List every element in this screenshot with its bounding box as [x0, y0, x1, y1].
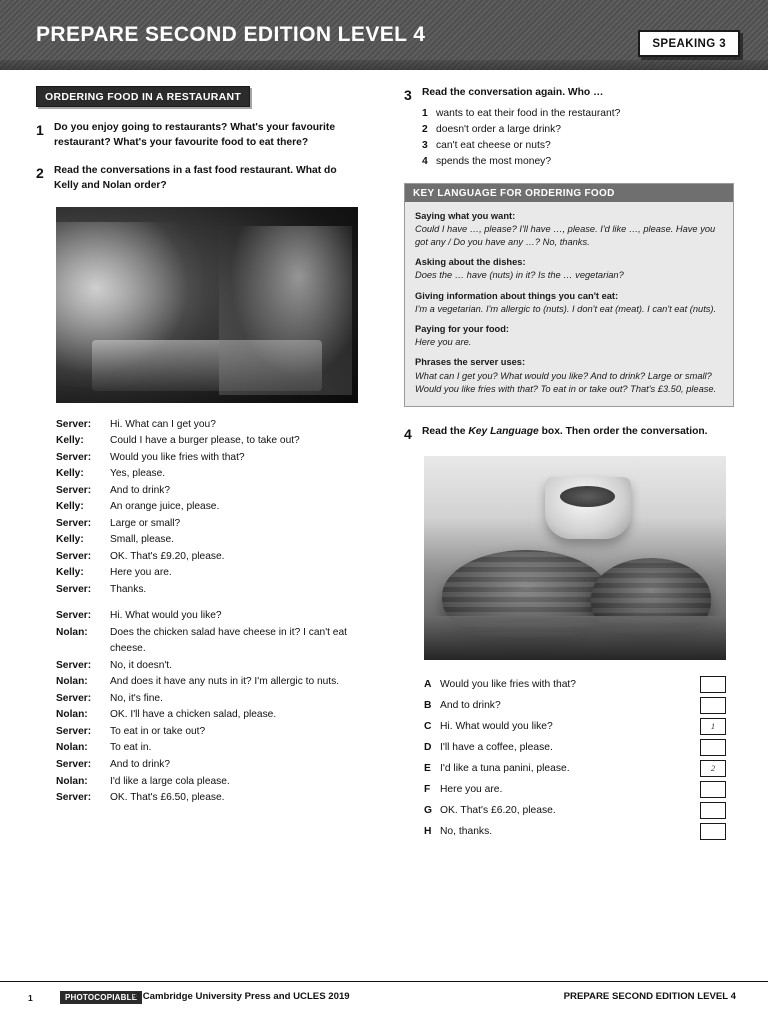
ordering-task-text: Here you are.	[440, 784, 503, 796]
sandwich-photo-cup	[545, 477, 631, 539]
exercise-3-item	[422, 106, 734, 122]
key-language-item-label: Saying what you want:	[415, 210, 516, 221]
dialogue-line	[56, 582, 356, 599]
restaurant-photo	[56, 207, 358, 403]
dialogue-line	[56, 433, 356, 450]
ordering-task-text: No, thanks.	[440, 826, 493, 838]
ordering-task-list	[424, 674, 726, 842]
dialogue-line	[56, 658, 356, 675]
exercise-4-text-after: box. Then order the conversation.	[538, 425, 708, 437]
dialogue-gap	[56, 598, 356, 608]
ordering-task-row	[424, 758, 726, 779]
ordering-task-letter: G	[424, 805, 433, 817]
dialogue-speaker: Nolan:	[56, 742, 88, 754]
dialogue-text: To eat in or take out?	[110, 725, 206, 737]
sandwich-photo-board	[424, 616, 726, 661]
sandwich-photo	[424, 456, 726, 660]
dialogue-line	[56, 466, 356, 483]
dialogue-text: Could I have a burger please, to take out?	[110, 435, 300, 447]
dialogue-speaker: Kelly:	[56, 567, 84, 579]
dialogue-text: No, it doesn't.	[110, 659, 172, 671]
key-language-item	[415, 356, 723, 396]
exercise-1-text: Do you enjoy going to restaurants? What's your favourite restaurant? What's your favourite food to eat there?	[54, 122, 336, 148]
dialogue-speaker: Kelly:	[56, 435, 84, 447]
dialogue-speaker: Server:	[56, 610, 92, 622]
exercise-3-item-number: 3	[422, 139, 428, 151]
exercise-3-item	[422, 122, 734, 138]
dialogue-line	[56, 450, 356, 467]
exercise-4-text-italic: Key Language	[468, 425, 539, 437]
right-column	[404, 86, 734, 842]
dialogue-text: To eat in.	[110, 742, 152, 754]
dialogue-speaker: Server:	[56, 484, 92, 496]
ordering-task-letter: B	[424, 700, 432, 712]
exercise-3-item-number: 2	[422, 123, 428, 135]
exercise-2-text: Read the conversations in a fast food restaurant. What do Kelly and Nolan order?	[54, 164, 337, 191]
ordering-task-text: OK. That's £6.20, please.	[440, 805, 556, 817]
ordering-task-letter: F	[424, 784, 431, 796]
dialogue-speaker: Server:	[56, 659, 92, 671]
ordering-task-letter: A	[424, 679, 432, 691]
ordering-task-row	[424, 800, 726, 821]
exercise-3-item-text: spends the most money?	[436, 155, 552, 167]
exercise-3-question-list	[422, 106, 734, 170]
restaurant-photo-table	[92, 340, 322, 391]
key-language-body	[405, 202, 733, 406]
dialogue-speaker: Server:	[56, 759, 92, 770]
exercise-3-item-text: can't eat cheese or nuts?	[436, 139, 551, 151]
dialogue-speaker: Server:	[56, 517, 92, 529]
key-language-item	[415, 290, 723, 316]
dialogue-line	[56, 417, 356, 434]
dialogue-speaker: Nolan:	[56, 709, 88, 721]
dialogue-line	[56, 483, 356, 500]
dialogue-text: Yes, please.	[110, 468, 166, 480]
ordering-task-answer-box[interactable]	[700, 823, 726, 840]
dialogue-line	[56, 532, 356, 549]
ordering-task-answer-box[interactable]	[700, 697, 726, 714]
dialogue-text: Hi. What would you like?	[110, 610, 222, 622]
key-language-item-label: Giving information about things you can't eat:	[415, 290, 619, 301]
exercise-1	[36, 121, 358, 151]
exercise-4-number: 4	[404, 425, 412, 442]
ordering-task-row	[424, 737, 726, 758]
ordering-task-text: I'll have a coffee, please.	[440, 742, 553, 754]
ordering-task-row	[424, 674, 726, 695]
dialogue-text: And to drink?	[110, 759, 171, 770]
key-language-item-text: Here you are.	[415, 337, 472, 348]
photocopiable-badge: PHOTOCOPIABLE	[60, 991, 142, 1004]
ordering-task-text: And to drink?	[440, 700, 501, 712]
left-column	[36, 86, 358, 807]
exercise-3-item-text: doesn't order a large drink?	[436, 123, 562, 135]
dialogue-speaker: Server:	[56, 451, 92, 463]
dialogue-text: OK. That's £6.50, please.	[110, 792, 225, 804]
ordering-task-row	[424, 695, 726, 716]
page-footer	[0, 981, 768, 1024]
dialogue-line	[56, 757, 356, 774]
key-language-box	[404, 183, 734, 407]
exercise-4-text	[422, 425, 734, 443]
dialogue-line	[56, 674, 356, 691]
dialogue-text: Would you like fries with that?	[110, 451, 245, 463]
dialogue-speaker: Nolan:	[56, 626, 88, 638]
dialogue-text: Small, please.	[110, 534, 174, 546]
dialogue-line	[56, 608, 356, 625]
dialogue-speaker: Server:	[56, 583, 92, 595]
dialogue-text: OK. That's £9.20, please.	[110, 550, 225, 562]
key-language-item-text: What can I get you? What would you like? And to drink? Large or small? Would you like fries with that? To eat in or take out? That's £3.50, please.	[415, 370, 717, 394]
exercise-4	[404, 425, 734, 443]
ordering-task-answer-box[interactable]	[700, 739, 726, 756]
dialogue-line	[56, 774, 356, 791]
exercise-3-item	[422, 138, 734, 154]
ordering-task-text: I'd like a tuna panini, please.	[440, 763, 570, 775]
dialogue-speaker: Kelly:	[56, 501, 84, 513]
key-language-item-label: Paying for your food:	[415, 324, 509, 335]
dialogue-line	[56, 790, 356, 807]
dialogue-text: Hi. What can I get you?	[110, 418, 216, 430]
copyright-text: © Cambridge University Press and UCLES 2019	[133, 991, 350, 1002]
dialogue-text: I'd like a large cola please.	[110, 775, 230, 787]
ordering-task-letter: D	[424, 742, 432, 754]
ordering-task-row	[424, 716, 726, 737]
key-language-item-text: Does the … have (nuts) in it? Is the … vegetarian?	[415, 270, 624, 281]
dialogue-speaker: Server:	[56, 792, 92, 804]
dialogue-text: OK. I'll have a chicken salad, please.	[110, 709, 277, 721]
dialogue-line	[56, 565, 356, 582]
exercise-2	[36, 164, 358, 194]
page-number: 1	[28, 993, 33, 1003]
dialogue-text: No, it's fine.	[110, 692, 163, 704]
exercise-3	[404, 86, 734, 170]
dialogue-line	[56, 499, 356, 516]
dialogue-text: An orange juice, please.	[110, 501, 220, 513]
dialogue-speaker: Server:	[56, 418, 92, 430]
dialogue-line	[56, 724, 356, 741]
ordering-task-letter: H	[424, 826, 432, 838]
exercise-4-text-before: Read the	[422, 425, 469, 437]
exercise-2-number: 2	[36, 164, 44, 181]
dialogue-speaker: Server:	[56, 725, 92, 737]
section-title-tag: ORDERING FOOD IN A RESTAURANT	[36, 86, 250, 107]
ordering-task-letter: E	[424, 763, 431, 775]
ordering-task-text: Hi. What would you like?	[440, 721, 553, 733]
dialogue-line	[56, 691, 356, 708]
dialogue-speaker: Nolan:	[56, 676, 88, 688]
ordering-task-row	[424, 821, 726, 842]
key-language-item-text: I'm a vegetarian. I'm allergic to (nuts). I don't eat (meat). I can't eat (nuts).	[415, 303, 717, 314]
dialogue-text: Does the chicken salad have cheese in it? I can't eat cheese.	[110, 626, 347, 655]
dialogue-text: Here you are.	[110, 567, 172, 579]
dialogue-text: And does it have any nuts in it? I'm allergic to nuts.	[110, 676, 340, 688]
ordering-task-row	[424, 779, 726, 800]
ordering-task-answer-box[interactable]	[700, 781, 726, 798]
dialogue-speaker: Kelly:	[56, 534, 84, 546]
ordering-task-text: Would you like fries with that?	[440, 679, 577, 691]
footer-title: PREPARE SECOND EDITION LEVEL 4	[563, 991, 736, 1002]
ordering-task-answer-box[interactable]: 1	[700, 718, 726, 735]
exercise-3-item	[422, 154, 734, 170]
dialogue-line	[56, 740, 356, 757]
exercise-3-item-number: 1	[422, 107, 428, 119]
dialogue-line	[56, 516, 356, 533]
exercise-3-item-text: wants to eat their food in the restaurant?	[436, 107, 621, 119]
key-language-item-label: Phrases the server uses:	[415, 357, 526, 368]
exercise-3-number: 3	[404, 87, 412, 103]
page-title: PREPARE SECOND EDITION LEVEL 4	[36, 23, 426, 46]
key-language-item-text: Could I have …, please? I'll have …, please. I'd like …, please. Have you got any / Do you have any …? No, thanks.	[415, 223, 716, 248]
dialogue-line	[56, 625, 356, 658]
dialogue-line	[56, 549, 356, 566]
key-language-item-label: Asking about the dishes:	[415, 257, 526, 268]
dialogue-text: And to drink?	[110, 484, 171, 496]
dialogue-text: Large or small?	[110, 517, 181, 529]
dialogue-speaker: Nolan:	[56, 775, 88, 787]
dialogue-text: Thanks.	[110, 583, 147, 595]
dialogue-line	[56, 707, 356, 724]
ordering-task-answer-box[interactable]: 2	[700, 760, 726, 777]
ordering-task-answer-box[interactable]	[700, 676, 726, 693]
dialogue-kelly	[56, 417, 356, 807]
dialogue-speaker: Server:	[56, 692, 92, 704]
speaking-badge: SPEAKING 3	[638, 30, 740, 57]
key-language-item	[415, 210, 723, 250]
exercise-1-number: 1	[36, 122, 44, 138]
ordering-task-answer-box[interactable]	[700, 802, 726, 819]
key-language-item	[415, 256, 723, 282]
key-language-item	[415, 323, 723, 349]
exercise-3-text: Read the conversation again. Who …	[422, 87, 604, 98]
dialogue-speaker: Server:	[56, 550, 92, 562]
ordering-task-letter: C	[424, 721, 432, 733]
key-language-title: KEY LANGUAGE FOR ORDERING FOOD	[405, 184, 733, 202]
dialogue-speaker: Kelly:	[56, 468, 84, 480]
exercise-3-item-number: 4	[422, 155, 428, 167]
